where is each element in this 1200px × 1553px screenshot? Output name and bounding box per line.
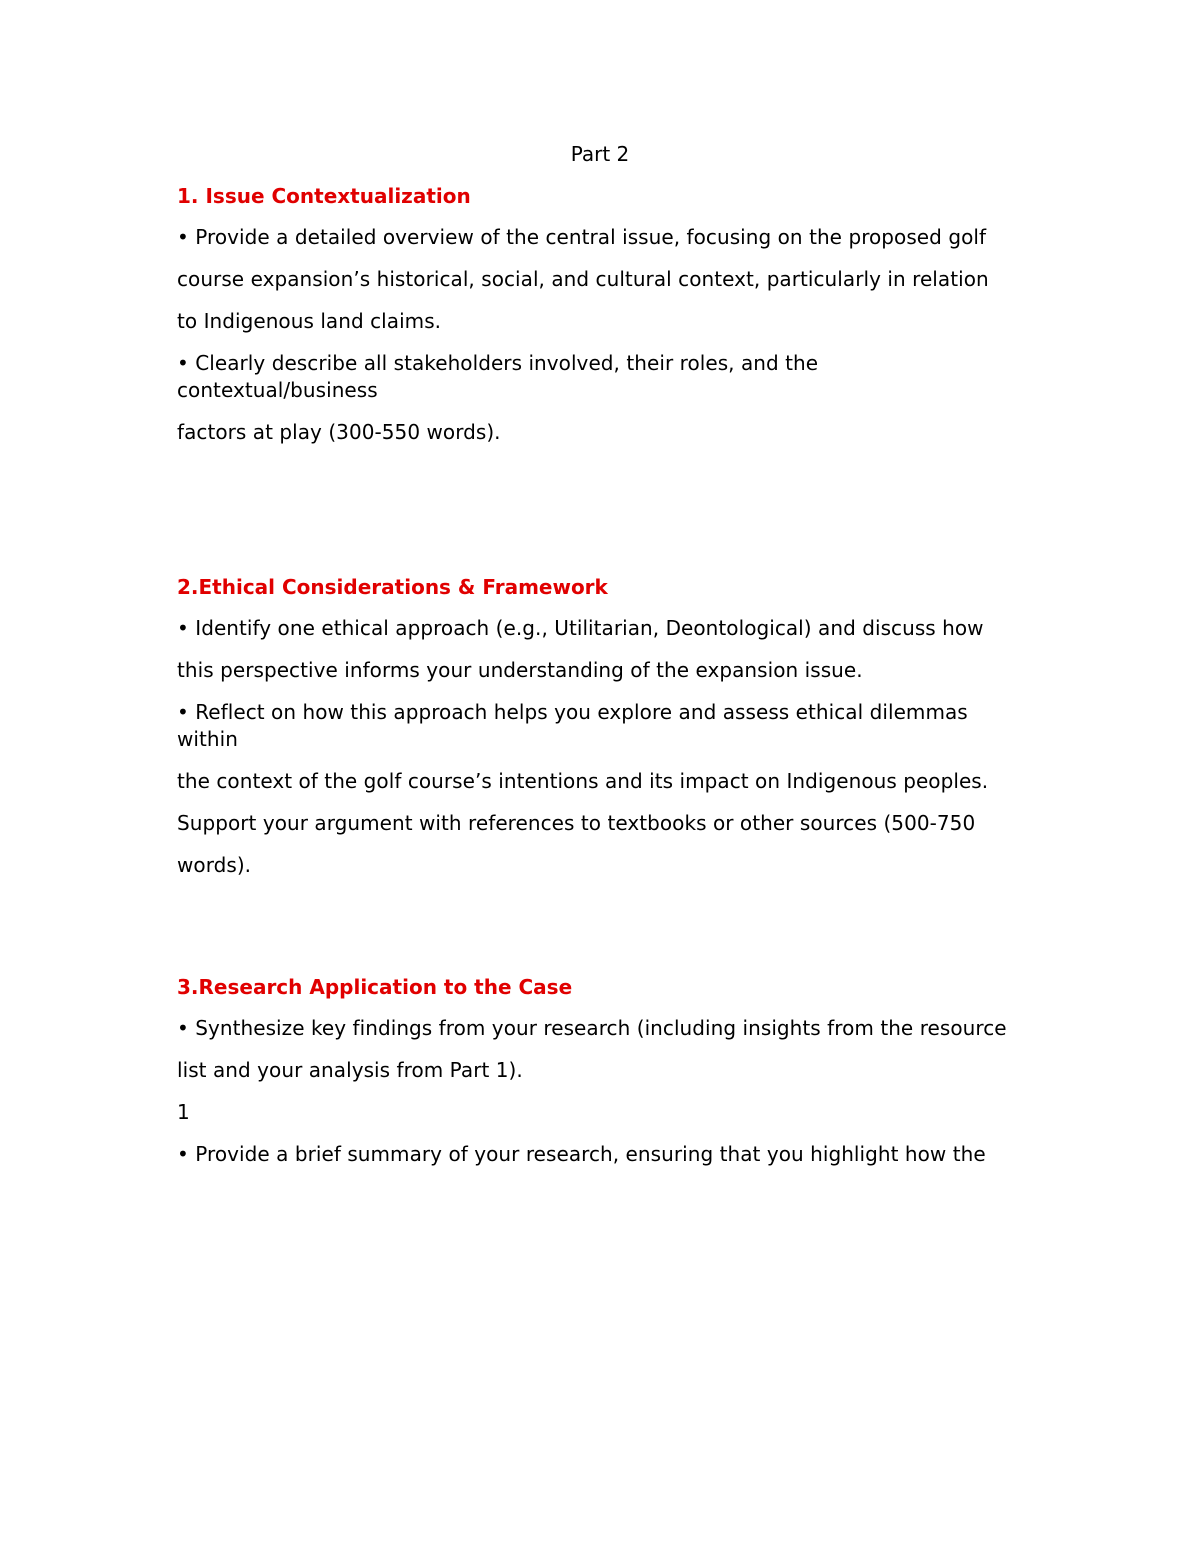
document-body	[177, 140, 1017, 1183]
section-research-application	[177, 973, 1017, 1168]
paragraph: • Synthesize key findings from your research (including insights from the resource	[177, 1016, 1007, 1040]
paragraph: • Reflect on how this approach helps you explore and assess ethical dilemmas within	[177, 700, 968, 751]
paragraph: words).	[177, 853, 252, 877]
paragraph: Support your argument with references to textbooks or other sources (500-750	[177, 811, 976, 835]
paragraph: • Clearly describe all stakeholders involved, their roles, and the contextual/business	[177, 351, 819, 402]
paragraph: to Indigenous land claims.	[177, 309, 442, 333]
section-heading: 2.Ethical Considerations & Framework	[177, 575, 608, 599]
blank-space	[177, 894, 1017, 973]
paragraph: this perspective informs your understanding of the expansion issue.	[177, 658, 863, 682]
section-ethical-considerations	[177, 573, 1017, 879]
paragraph: list and your analysis from Part 1).	[177, 1058, 523, 1082]
document-title: Part 2	[570, 142, 630, 166]
paragraph: • Provide a brief summary of your research, ensuring that you highlight how the	[177, 1142, 986, 1166]
section-heading: 1. Issue Contextualization	[177, 184, 471, 208]
paragraph: • Identify one ethical approach (e.g., Utilitarian, Deontological) and discuss how	[177, 616, 984, 640]
section-heading: 3.Research Application to the Case	[177, 975, 573, 999]
paragraph: course expansion’s historical, social, and cultural context, particularly in relation	[177, 267, 989, 291]
paragraph: • Provide a detailed overview of the central issue, focusing on the proposed golf	[177, 225, 987, 249]
paragraph: factors at play (300-550 words).	[177, 420, 501, 444]
section-issue-contextualization	[177, 182, 1017, 446]
blank-space	[177, 461, 1017, 573]
paragraph: the context of the golf course’s intentions and its impact on Indigenous peoples.	[177, 769, 989, 793]
page-number: 1	[177, 1100, 190, 1124]
